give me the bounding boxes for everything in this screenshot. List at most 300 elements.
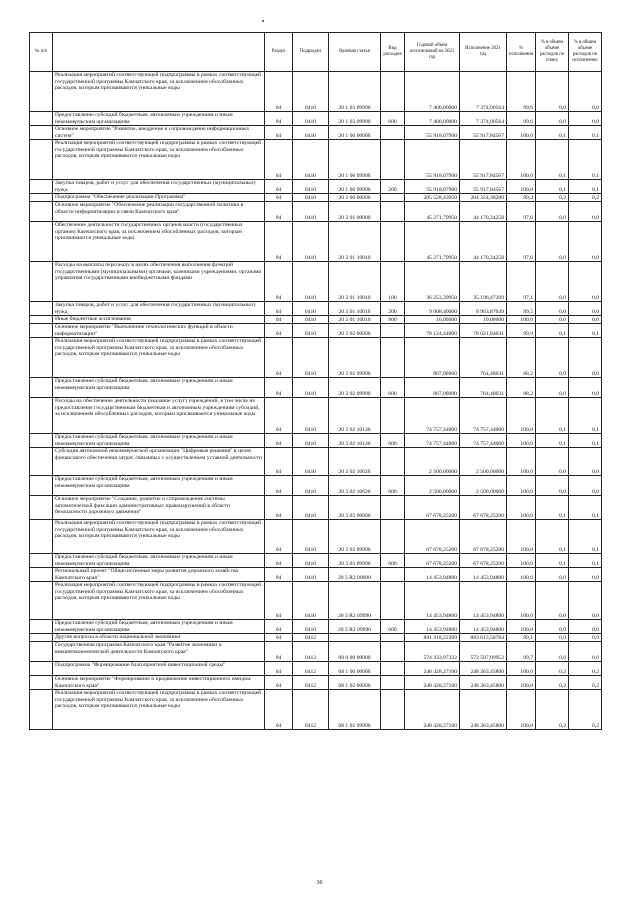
cell-pct: 100,0 <box>507 676 536 690</box>
cell-num <box>30 434 53 448</box>
cell-csr: 20 3 R2 09990 <box>329 620 381 634</box>
cell-csr: 20 1 06 09990 <box>329 140 381 180</box>
cell-pct: 99,9 <box>507 324 536 338</box>
cell-name: Региональный проект "Общесистемные меры развития дорожного хозяйства Камчатского края" <box>53 568 265 582</box>
cell-share-plan: 0,1 <box>536 180 569 194</box>
cell-plan: 45 271,79950 <box>405 202 460 222</box>
cell-fact: 2 500,00000 <box>460 476 507 496</box>
cell-pct: 99,5 <box>507 302 536 316</box>
cell-pct: 88,2 <box>507 378 536 398</box>
cell-share-plan: 0,0 <box>536 112 569 126</box>
cell-podrazdel: 0410 <box>293 302 329 316</box>
cell-pct: 97,1 <box>507 262 536 302</box>
cell-name: Предоставление субсидий бюджетным, автономным учреждениям и иным некоммерческим организациям <box>53 378 265 398</box>
cell-share-plan: 0,0 <box>536 202 569 222</box>
cell-podrazdel: 0410 <box>293 520 329 554</box>
table-row <box>30 496 602 520</box>
cell-plan: 7 400,00000 <box>405 112 460 126</box>
scan-speck <box>262 20 264 22</box>
cell-share-plan: 0,2 <box>536 662 569 676</box>
cell-razdel: 04 <box>265 112 293 126</box>
cell-vr <box>381 642 405 662</box>
cell-razdel: 04 <box>265 338 293 378</box>
cell-fact: 764,40031 <box>460 338 507 378</box>
table-row <box>30 662 602 676</box>
table-row <box>30 634 602 642</box>
cell-num <box>30 448 53 476</box>
cell-fact: 67 678,25200 <box>460 496 507 520</box>
cell-vr: 600 <box>381 378 405 398</box>
cell-csr: 20 3 01 00000 <box>329 202 381 222</box>
cell-fact: 74 757,44000 <box>460 434 507 448</box>
cell-share-plan: 0,0 <box>536 448 569 476</box>
cell-fact: 2 500,00000 <box>460 448 507 476</box>
cell-name: Реализация мероприятий соответствующей подпрограммы в рамках соответствующей государственной программы Камчатского края, за исключением обособленных расходов, которым присваиваются уникальные коды <box>53 520 265 554</box>
cell-podrazdel: 0410 <box>293 324 329 338</box>
cell-num <box>30 338 53 378</box>
cell-share-plan: 0,1 <box>536 520 569 554</box>
cell-fact: 883 613,58784 <box>460 634 507 642</box>
cell-share-plan: 0,0 <box>536 338 569 378</box>
cell-num <box>30 398 53 434</box>
cell-pct: 99,1 <box>507 634 536 642</box>
cell-razdel: 04 <box>265 582 293 620</box>
cell-num <box>30 690 53 730</box>
cell-share-plan: 0,1 <box>536 324 569 338</box>
cell-name: Расходы на обеспечение деятельности (оказание услуг) учреждений, в том числе на предоставление государственным бюджетным и автономным учреждениям субсидий, за исключением обособленных расходов, которым присваиваются уникальные коды <box>53 398 265 434</box>
cell-vr <box>381 338 405 378</box>
cell-razdel: 04 <box>265 72 293 112</box>
cell-fact: 204 324,38289 <box>460 194 507 202</box>
table-row <box>30 180 602 194</box>
cell-share-plan: 0,0 <box>536 568 569 582</box>
table-body <box>30 72 602 730</box>
table-row <box>30 126 602 140</box>
cell-plan: 78 124,44000 <box>405 324 460 338</box>
cell-plan: 67 678,25200 <box>405 496 460 520</box>
cell-share-fact: 0,1 <box>569 398 602 434</box>
cell-plan: 7 400,00000 <box>405 72 460 112</box>
cell-pct: 100,0 <box>507 398 536 434</box>
cell-share-fact: 0,2 <box>569 676 602 690</box>
cell-fact: 74 757,44000 <box>460 398 507 434</box>
cell-razdel: 04 <box>265 262 293 302</box>
cell-pct: 100,0 <box>507 180 536 194</box>
cell-razdel: 04 <box>265 496 293 520</box>
cell-podrazdel: 0410 <box>293 202 329 222</box>
cell-plan: 867,00000 <box>405 378 460 398</box>
cell-name: Субсидия автономной некоммерческой организации "Цифровые решения" в целях финансового обеспечения затрат, связанных с осуществлением уставной деятельности <box>53 448 265 476</box>
cell-pct: 100,0 <box>507 140 536 180</box>
cell-podrazdel: 0410 <box>293 72 329 112</box>
cell-num <box>30 140 53 180</box>
cell-share-plan: 0,0 <box>536 72 569 112</box>
cell-share-fact: 0,1 <box>569 140 602 180</box>
cell-fact: 10,00000 <box>460 316 507 324</box>
cell-share-plan: 0,2 <box>536 676 569 690</box>
cell-pct: 100,0 <box>507 476 536 496</box>
cell-vr <box>381 194 405 202</box>
cell-pct: 97,6 <box>507 222 536 262</box>
cell-csr: 20 3 01 10010 <box>329 302 381 316</box>
header-razdel: Раздел <box>265 33 293 72</box>
cell-num <box>30 112 53 126</box>
cell-pct: 100,0 <box>507 620 536 634</box>
cell-num <box>30 302 53 316</box>
header-fact: Исполнение 2021 год <box>460 33 507 72</box>
cell-share-fact: 0,1 <box>569 434 602 448</box>
cell-share-plan: 0,1 <box>536 434 569 448</box>
cell-pct: 100,0 <box>507 126 536 140</box>
cell-razdel: 04 <box>265 194 293 202</box>
cell-num <box>30 324 53 338</box>
cell-vr <box>381 520 405 554</box>
cell-plan: 55 918,07900 <box>405 180 460 194</box>
cell-share-plan: 0,0 <box>536 262 569 302</box>
cell-share-plan: 0,0 <box>536 222 569 262</box>
cell-num <box>30 662 53 676</box>
cell-name: Закупка товаров, работ и услуг для обеспечения государственных (муниципальных) нужд <box>53 302 265 316</box>
cell-fact: 35 196,47209 <box>460 262 507 302</box>
cell-num <box>30 262 53 302</box>
cell-fact: 764,40031 <box>460 378 507 398</box>
header-csr: Целевая статья <box>329 33 381 72</box>
cell-vr <box>381 676 405 690</box>
cell-name: Основное мероприятие "Формирование и продвижение инвестиционного имиджа Камчатского края" <box>53 676 265 690</box>
cell-csr: 20 1 06 00000 <box>329 126 381 140</box>
cell-podrazdel: 0412 <box>293 662 329 676</box>
cell-share-fact: 0,1 <box>569 554 602 568</box>
cell-vr <box>381 582 405 620</box>
cell-fact: 14 453,94800 <box>460 568 507 582</box>
cell-name: Реализация мероприятий соответствующей подпрограммы в рамках соответствующей государственной программы Камчатского края, за исключением обособленных расходов, которым присваиваются уникальные коды <box>53 582 265 620</box>
header-plan: Годовой объем ассигнований на 2021 год <box>405 33 460 72</box>
cell-share-plan: 0,6 <box>536 642 569 662</box>
cell-razdel: 04 <box>265 448 293 476</box>
cell-num <box>30 634 53 642</box>
cell-csr: 20 3 03 09990 <box>329 520 381 554</box>
cell-fact: 67 678,25200 <box>460 554 507 568</box>
cell-csr: 20 3 02 09990 <box>329 338 381 378</box>
cell-share-fact: 0,2 <box>569 690 602 730</box>
cell-name: Предоставление субсидий бюджетным, автономным учреждениям и иным некоммерческим организациям <box>53 434 265 448</box>
cell-share-plan: 0,2 <box>536 194 569 202</box>
cell-share-fact: 0,0 <box>569 476 602 496</box>
cell-fact: 248 363,45800 <box>460 662 507 676</box>
cell-pct: 100,0 <box>507 520 536 554</box>
cell-share-fact: 0,0 <box>569 620 602 634</box>
cell-vr: 600 <box>381 620 405 634</box>
cell-name: Иные бюджетные ассигнования <box>53 316 265 324</box>
cell-podrazdel: 0412 <box>293 676 329 690</box>
cell-share-plan: 0,0 <box>536 582 569 620</box>
cell-podrazdel: 0410 <box>293 476 329 496</box>
cell-vr <box>381 140 405 180</box>
cell-share-plan: 0,1 <box>536 126 569 140</box>
cell-share-plan: 0,0 <box>536 378 569 398</box>
cell-share-plan: 0,1 <box>536 140 569 180</box>
cell-num <box>30 676 53 690</box>
cell-pct: 99,4 <box>507 194 536 202</box>
cell-podrazdel: 0410 <box>293 378 329 398</box>
cell-plan: 36 253,39950 <box>405 262 460 302</box>
cell-share-plan: 0,9 <box>536 634 569 642</box>
budget-execution-table <box>29 32 602 730</box>
table-row <box>30 378 602 398</box>
header-share-fact: % в общем объеме расходов по исполнению <box>569 33 602 72</box>
table-row <box>30 222 602 262</box>
cell-podrazdel: 0410 <box>293 448 329 476</box>
cell-num <box>30 202 53 222</box>
cell-share-plan: 0,0 <box>536 316 569 324</box>
cell-plan: 45 271,79950 <box>405 222 460 262</box>
cell-plan: 14 453,94800 <box>405 568 460 582</box>
cell-num <box>30 568 53 582</box>
table-row <box>30 338 602 378</box>
cell-podrazdel: 0410 <box>293 180 329 194</box>
cell-num <box>30 222 53 262</box>
cell-share-fact: 0,0 <box>569 316 602 324</box>
cell-share-fact: 0,1 <box>569 520 602 554</box>
cell-fact: 8 963,87049 <box>460 302 507 316</box>
cell-num <box>30 642 53 662</box>
cell-csr: 20 3 03 00000 <box>329 496 381 520</box>
table-row <box>30 568 602 582</box>
cell-vr <box>381 448 405 476</box>
cell-fact: 14 453,94800 <box>460 620 507 634</box>
cell-razdel: 04 <box>265 126 293 140</box>
cell-csr: 08 0 00 00000 <box>329 642 381 662</box>
cell-csr: 20 1 06 09990 <box>329 180 381 194</box>
cell-plan: 248 428,27100 <box>405 662 460 676</box>
cell-pct: 99,6 <box>507 72 536 112</box>
table-row <box>30 112 602 126</box>
cell-share-fact: 0,0 <box>569 582 602 620</box>
cell-name: Реализация мероприятий соответствующей подпрограммы в рамках соответствующей государственной программы Камчатского края, за исключением обособленных расходов, которым присваиваются уникальные коды <box>53 72 265 112</box>
cell-razdel: 04 <box>265 180 293 194</box>
cell-num <box>30 180 53 194</box>
cell-csr: 20 3 02 10620 <box>329 476 381 496</box>
cell-plan: 14 453,94800 <box>405 582 460 620</box>
cell-csr: 20 3 02 10140 <box>329 434 381 448</box>
cell-share-plan: 0,2 <box>536 690 569 730</box>
cell-podrazdel: 0410 <box>293 398 329 434</box>
cell-plan: 74 757,44000 <box>405 398 460 434</box>
table-row <box>30 582 602 620</box>
cell-plan: 10,00000 <box>405 316 460 324</box>
cell-vr: 600 <box>381 112 405 126</box>
cell-podrazdel: 0410 <box>293 554 329 568</box>
cell-plan: 14 453,94800 <box>405 620 460 634</box>
cell-share-fact: 0,0 <box>569 378 602 398</box>
cell-share-fact: 0,0 <box>569 568 602 582</box>
cell-podrazdel: 0410 <box>293 338 329 378</box>
cell-csr: 20 3 00 00000 <box>329 194 381 202</box>
table-row <box>30 476 602 496</box>
table-row <box>30 690 602 730</box>
cell-podrazdel: 0410 <box>293 112 329 126</box>
cell-name: Основное мероприятие "Выполнение технологических функций в области информатизации" <box>53 324 265 338</box>
table-row <box>30 72 602 112</box>
cell-share-fact: 0,0 <box>569 262 602 302</box>
cell-vr <box>381 496 405 520</box>
cell-plan: 2 500,00000 <box>405 476 460 496</box>
cell-razdel: 04 <box>265 620 293 634</box>
cell-pct: 100,0 <box>507 554 536 568</box>
table-row <box>30 554 602 568</box>
cell-num <box>30 620 53 634</box>
cell-plan: 891 318,22309 <box>405 634 460 642</box>
cell-name: Подпрограмма "Формирование благоприятной инвестиционной среды" <box>53 662 265 676</box>
cell-razdel: 04 <box>265 302 293 316</box>
cell-share-fact: 0,0 <box>569 202 602 222</box>
table-row <box>30 398 602 434</box>
cell-fact: 7 374,00564 <box>460 72 507 112</box>
cell-plan: 205 528,43950 <box>405 194 460 202</box>
cell-num <box>30 194 53 202</box>
header-name <box>53 33 265 72</box>
cell-csr: 20 1 03 09990 <box>329 72 381 112</box>
cell-fact: 55 917,84567 <box>460 180 507 194</box>
cell-vr: 800 <box>381 316 405 324</box>
cell-pct: 100,0 <box>507 582 536 620</box>
cell-pct: 97,6 <box>507 202 536 222</box>
cell-razdel: 04 <box>265 434 293 448</box>
cell-pct: 99,6 <box>507 112 536 126</box>
cell-name: Другие вопросы в области национальной экономики <box>53 634 265 642</box>
cell-num <box>30 316 53 324</box>
cell-share-fact: 0,9 <box>569 634 602 642</box>
cell-pct: 99,7 <box>507 642 536 662</box>
cell-razdel: 04 <box>265 662 293 676</box>
cell-share-fact: 0,2 <box>569 194 602 202</box>
cell-razdel: 04 <box>265 690 293 730</box>
cell-share-fact: 0,0 <box>569 448 602 476</box>
cell-share-fact: 0,0 <box>569 112 602 126</box>
cell-vr: 600 <box>381 434 405 448</box>
cell-share-plan: 0,1 <box>536 554 569 568</box>
table-row <box>30 302 602 316</box>
cell-csr: 20 3 02 00000 <box>329 324 381 338</box>
cell-vr <box>381 662 405 676</box>
cell-razdel: 04 <box>265 378 293 398</box>
cell-plan: 2 500,00000 <box>405 448 460 476</box>
cell-podrazdel: 0412 <box>293 642 329 662</box>
cell-razdel: 04 <box>265 642 293 662</box>
cell-fact: 14 453,94800 <box>460 582 507 620</box>
cell-plan: 9 008,40000 <box>405 302 460 316</box>
cell-vr: 200 <box>381 180 405 194</box>
cell-share-fact: 0,1 <box>569 180 602 194</box>
cell-name: Государственная программа Камчатского края "Развитие экономики и внешнеэкономической деятельности Камчатского края" <box>53 642 265 662</box>
cell-fact: 55 917,84567 <box>460 126 507 140</box>
header-vr: Вид расходов <box>381 33 405 72</box>
cell-name: Подпрограмма "Обеспечение реализации Программы" <box>53 194 265 202</box>
cell-csr: 20 3 R2 00000 <box>329 568 381 582</box>
cell-podrazdel: 0410 <box>293 126 329 140</box>
cell-vr: 100 <box>381 262 405 302</box>
cell-plan: 67 678,25200 <box>405 554 460 568</box>
cell-share-plan: 0,0 <box>536 302 569 316</box>
cell-name: Реализация мероприятий соответствующей подпрограммы в рамках соответствующей государственной программы Камчатского края, за исключением обособленных расходов, которым присваиваются уникальные коды <box>53 140 265 180</box>
cell-num <box>30 554 53 568</box>
cell-num <box>30 378 53 398</box>
cell-vr: 600 <box>381 476 405 496</box>
cell-fact: 78 021,84031 <box>460 324 507 338</box>
cell-podrazdel: 0412 <box>293 690 329 730</box>
cell-share-fact: 0,0 <box>569 222 602 262</box>
table-row <box>30 262 602 302</box>
cell-vr: 600 <box>381 554 405 568</box>
page-number: 36 <box>316 880 323 886</box>
cell-name: Реализация мероприятий соответствующей подпрограммы в рамках соответствующей государственной программы Камчатского края, за исключением обособленных расходов, которым присваиваются уникальные коды <box>53 690 265 730</box>
table-row <box>30 434 602 448</box>
table-header-row <box>30 33 602 72</box>
cell-share-fact: 0,6 <box>569 642 602 662</box>
cell-pct: 100,0 <box>507 496 536 520</box>
cell-podrazdel: 0410 <box>293 434 329 448</box>
cell-csr: 20 3 02 10620 <box>329 448 381 476</box>
cell-plan: 248 428,27100 <box>405 676 460 690</box>
cell-name: Основное мероприятие "Создание, развитие и сопровождение системы автоматической фиксации административных правонарушений в области безопасности дорожного движения" <box>53 496 265 520</box>
cell-razdel: 04 <box>265 476 293 496</box>
cell-name: Основное мероприятие "Развитие, внедрение и сопровождение информационных систем" <box>53 126 265 140</box>
cell-fact: 44 170,34258 <box>460 202 507 222</box>
cell-pct: 100,0 <box>507 316 536 324</box>
cell-razdel: 04 <box>265 316 293 324</box>
cell-plan: 248 428,27100 <box>405 690 460 730</box>
table-row <box>30 448 602 476</box>
cell-podrazdel: 0410 <box>293 194 329 202</box>
cell-fact: 572 507,09952 <box>460 642 507 662</box>
cell-vr <box>381 634 405 642</box>
cell-csr: 08 1 02 00000 <box>329 676 381 690</box>
cell-pct: 100,0 <box>507 448 536 476</box>
cell-pct: 100,0 <box>507 662 536 676</box>
cell-razdel: 04 <box>265 398 293 434</box>
cell-csr: 20 3 01 10010 <box>329 316 381 324</box>
cell-name: Предоставление субсидий бюджетным, автономным учреждениям и иным некоммерческим организациям <box>53 112 265 126</box>
cell-share-fact: 0,0 <box>569 302 602 316</box>
cell-csr: 20 1 03 09990 <box>329 112 381 126</box>
table-row <box>30 202 602 222</box>
cell-podrazdel: 0410 <box>293 620 329 634</box>
cell-share-fact: 0,1 <box>569 496 602 520</box>
cell-name: Основное мероприятие "Обеспечение реализации государственной политики в области информатизации и связи Камчатского края" <box>53 202 265 222</box>
cell-share-plan: 0,1 <box>536 496 569 520</box>
cell-pct: 88,2 <box>507 338 536 378</box>
cell-pct: 100,0 <box>507 690 536 730</box>
table-row <box>30 620 602 634</box>
cell-csr: 20 3 02 10140 <box>329 398 381 434</box>
cell-share-plan: 0,1 <box>536 398 569 434</box>
header-share-plan: % в общем объеме расходов по плану <box>536 33 569 72</box>
cell-csr: 08 1 00 00000 <box>329 662 381 676</box>
cell-name: Предоставление субсидий бюджетным, автономным учреждениям и иным некоммерческим организациям <box>53 554 265 568</box>
cell-share-plan: 0,0 <box>536 620 569 634</box>
cell-razdel: 04 <box>265 222 293 262</box>
cell-vr <box>381 690 405 730</box>
cell-pct: 100,0 <box>507 434 536 448</box>
table-row <box>30 520 602 554</box>
cell-podrazdel: 0410 <box>293 316 329 324</box>
cell-fact: 44 170,34258 <box>460 222 507 262</box>
table-row <box>30 324 602 338</box>
cell-podrazdel: 0410 <box>293 140 329 180</box>
cell-vr <box>381 202 405 222</box>
cell-razdel: 04 <box>265 634 293 642</box>
cell-fact: 67 678,25200 <box>460 520 507 554</box>
